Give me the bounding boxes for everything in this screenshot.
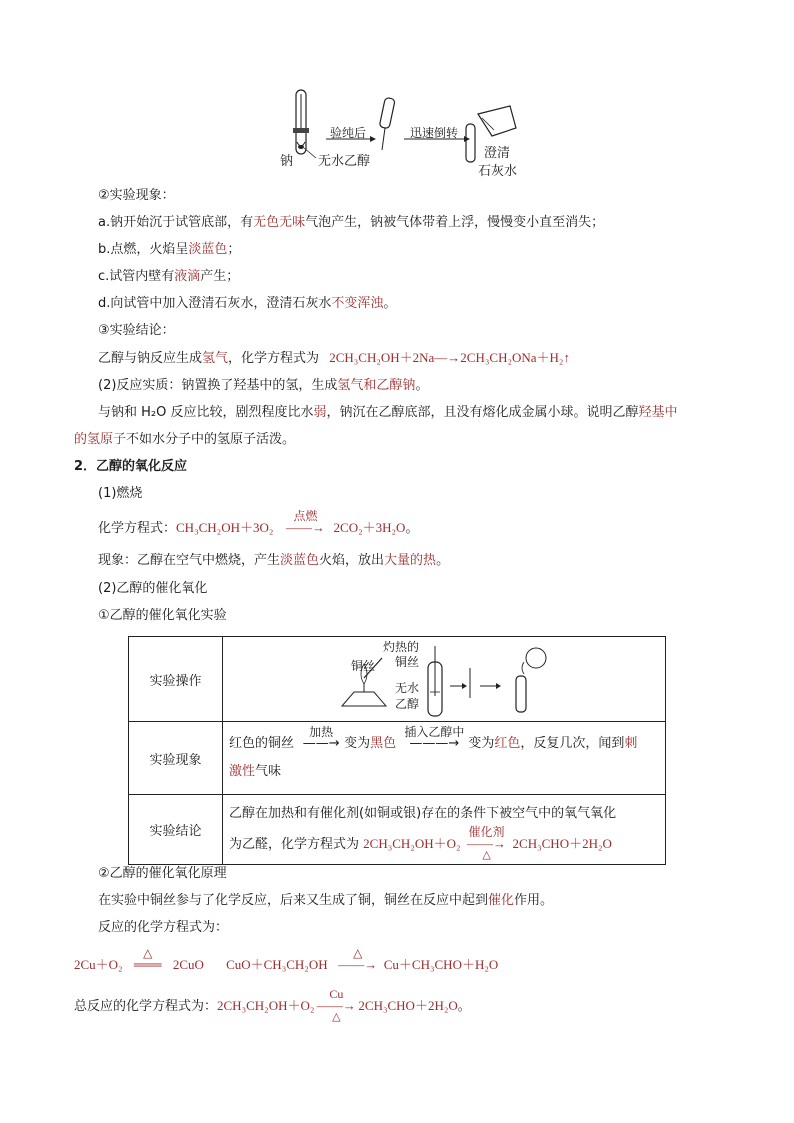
row2-end: 气味 [255,764,282,779]
row2-arrow-heat-label: 加热 [309,725,334,739]
phenomenon-a-post: 气泡产生，钠被气体带着上浮，慢慢变小直至消失； [305,215,605,230]
row3-line2-pre: 为乙醛，化学方程式为 [229,837,360,852]
equations-heading: 反应的化学方程式为： [98,920,229,935]
total-cond-bot: △ [332,1011,341,1023]
phenomenon-d [98,294,396,314]
fig-label-ethanol-2: 乙醇 [395,697,420,711]
fig-label-ethanol-1: 无水 [395,681,420,695]
comparison-pre: 与钠和 H₂O 反应比较，剧烈程度比水 [98,405,314,420]
row3-cond-bot: △ [482,849,491,861]
row2-mid2: 变为 [468,736,495,751]
row2-red-red: 红色 [494,736,521,751]
catalytic-oxidation-table [128,636,666,865]
row3-eq-right: 2CH₃CHO＋2H₂O [512,836,612,851]
comparison-post: 不如水分子中的氢原子活泼。 [126,432,296,447]
conclusion-post: ，化学方程式为 [228,351,320,366]
combustion-phen-red2: 大量的热 [384,553,437,568]
label-anhydrous-ethanol: 无水乙醇 [318,154,371,169]
eq2-right: Cu＋CH₃CHO＋H₂O [383,957,499,972]
row2-pre: 红色的铜丝 [229,736,295,751]
phenomenon-d-pre: d.向试管中加入澄清石灰水，澄清石灰水 [98,296,332,311]
total-pre: 总反应的化学方程式为： [74,999,218,1014]
fig-label-hot-copper-1: 灼热的 [383,640,420,654]
phenomenon-a [98,213,604,233]
catalytic-heading: (2)乙醇的催化氧化 [98,581,208,596]
label-limewater-2: 石灰水 [478,164,518,179]
principle-post: 作用。 [514,893,554,908]
combustion-phen-red1: 淡蓝色 [280,553,320,568]
row2-red-pungent-2: 激性 [229,764,256,779]
fig-label-copper-wire: 铜丝 [351,659,376,673]
comparison-line-1 [98,403,678,423]
catalytic-exp-heading: ①乙醇的催化氧化实验 [98,608,227,623]
total-right: 2CH₃CHO＋2H₂O [358,998,458,1013]
phenomenon-d-post: 。 [383,296,397,311]
row2-red-black: 黑色 [370,736,397,751]
table-row-phenomenon [129,722,666,795]
eq1-right: 2CuO [172,957,204,972]
eq2-cond: △ [353,946,363,960]
comparison-red-weak: 弱 [313,405,327,420]
phenomenon-c-post: 产生； [200,269,240,284]
row3-cond-top: 催化剂 [468,825,505,839]
phenomenon-c [98,267,239,287]
eq1-cond: △ [143,946,153,960]
section-2-title: 2．乙醇的氧化反应 [74,459,188,474]
total-left: 2CH₃CH₂OH＋O₂ [217,998,315,1013]
phenomena-heading: ②实验现象： [98,188,175,203]
phenomenon-c-pre: c.试管内壁有 [98,269,175,284]
total-equation [74,987,471,1023]
conclusion-text [98,348,570,369]
row2-red-pungent-1: 刺 [624,736,638,751]
essence-post: 。 [415,378,429,393]
conclusion-red: 氢气 [202,351,229,366]
row2-arrow-heat: 加热 ——→ [298,730,344,758]
total-arrow: Cu ——→ △ [314,996,358,1016]
principle-pre: 在实验中铜丝参与了化学反应，后来又生成了铜，铜丝在反应中起到 [98,893,489,908]
eq2-left: CuO＋CH₃CH₂OH [226,957,328,972]
fig-label-hot-copper-2: 铜丝 [395,655,420,669]
combustion-phen-mid: 火焰，放出 [319,553,385,568]
combustion-eq-right: 2CO₂＋3H₂O [333,520,406,535]
table-head-conclusion: 实验结论 [129,795,223,865]
total-end: 。 [457,999,471,1014]
label-quickly-invert: 迅速倒转 [410,126,459,140]
label-limewater-1: 澄清 [484,146,511,161]
eq1-equals: △ ═══ [127,955,169,975]
phenomenon-b-pre: b.点燃，火焰呈 [98,242,189,257]
phenomenon-c-red: 液滴 [174,269,201,284]
comparison-mid: ，钠沉在乙醇底部，且没有熔化成金属小球。说明乙醇 [326,405,639,420]
reaction-essence [98,376,428,396]
phenomenon-b [98,240,240,260]
table-cell-phenomenon [223,722,666,795]
phenomenon-a-red: 无色无味 [253,215,306,230]
row2-arrow-insert: 插入乙醇中 ———→ [400,730,468,758]
sodium-equation: 2CH₃CH₂OH＋2Na—→2CH₃CH₂ONa＋H₂↑ [329,350,570,365]
row2-mid1: 变为 [344,736,371,751]
combustion-eq-pre: 化学方程式： [98,521,177,536]
row2-arrow-insert-label: 插入乙醇中 [404,725,465,739]
label-sodium: 钠 [280,154,294,169]
eq2-arrow: △ ——→ [332,955,384,975]
row2-mid3: ，反复几次，闻到 [520,736,625,751]
combustion-phen-pre: 现象：乙醇在空气中燃烧，产生 [98,553,281,568]
step-equations [74,946,499,976]
conclusion-pre: 乙醇与钠反应生成 [98,351,203,366]
row3-eq-left: 2CH₃CH₂OH＋O₂ [363,836,461,851]
row3-line1: 乙醇在加热和有催化剂(如铜或银)存在的条件下被空气中的氧气氧化 [229,806,617,821]
combustion-phen-post: 。 [436,553,450,568]
table-row-operation [129,637,666,722]
label-after-purity-check: 验纯后 [330,126,367,140]
phenomenon-b-red: 淡蓝色 [188,242,228,257]
combustion-equation [98,509,419,539]
eq1-left: 2Cu＋O₂ [74,957,123,972]
principle-heading: ②乙醇的催化氧化原理 [98,866,227,881]
conclusion-heading: ③实验结论： [98,323,175,338]
combustion-phenomenon [98,551,449,571]
phenomenon-d-red: 不变浑浊 [331,296,384,311]
comparison-red-hydrogen: 的氢原子 [74,432,127,447]
phenomenon-a-pre: a.钠开始沉于试管底部，有 [98,215,254,230]
combustion-heading: (1)燃烧 [98,486,143,501]
combustion-eq-left: CH₃CH₂OH＋3O₂ [176,520,274,535]
row3-arrow: 催化剂 ——→ △ [461,829,513,859]
table-head-phenomenon: 实验现象 [129,722,223,795]
table-cell-conclusion [223,795,666,865]
combustion-arrow: 点燃 ——→ [278,518,334,538]
principle-text [98,891,553,911]
combustion-eq-end: 。 [405,521,419,536]
table-row-conclusion [129,795,666,865]
essence-red: 氢气和乙醇钠 [337,378,416,393]
combustion-condition: 点燃 [293,509,318,523]
copper-wire-apparatus-drawing [224,638,664,720]
comparison-red-hydroxyl: 羟基中 [638,405,678,420]
comparison-line-2 [74,430,295,450]
table-head-operation: 实验操作 [129,637,223,722]
phenomenon-b-post: ； [227,242,241,257]
table-cell-figure [223,637,666,722]
principle-red: 催化 [488,893,515,908]
total-cond-top: Cu [329,987,344,1001]
essence-pre: (2)反应实质：钠置换了羟基中的氢，生成 [98,378,338,393]
